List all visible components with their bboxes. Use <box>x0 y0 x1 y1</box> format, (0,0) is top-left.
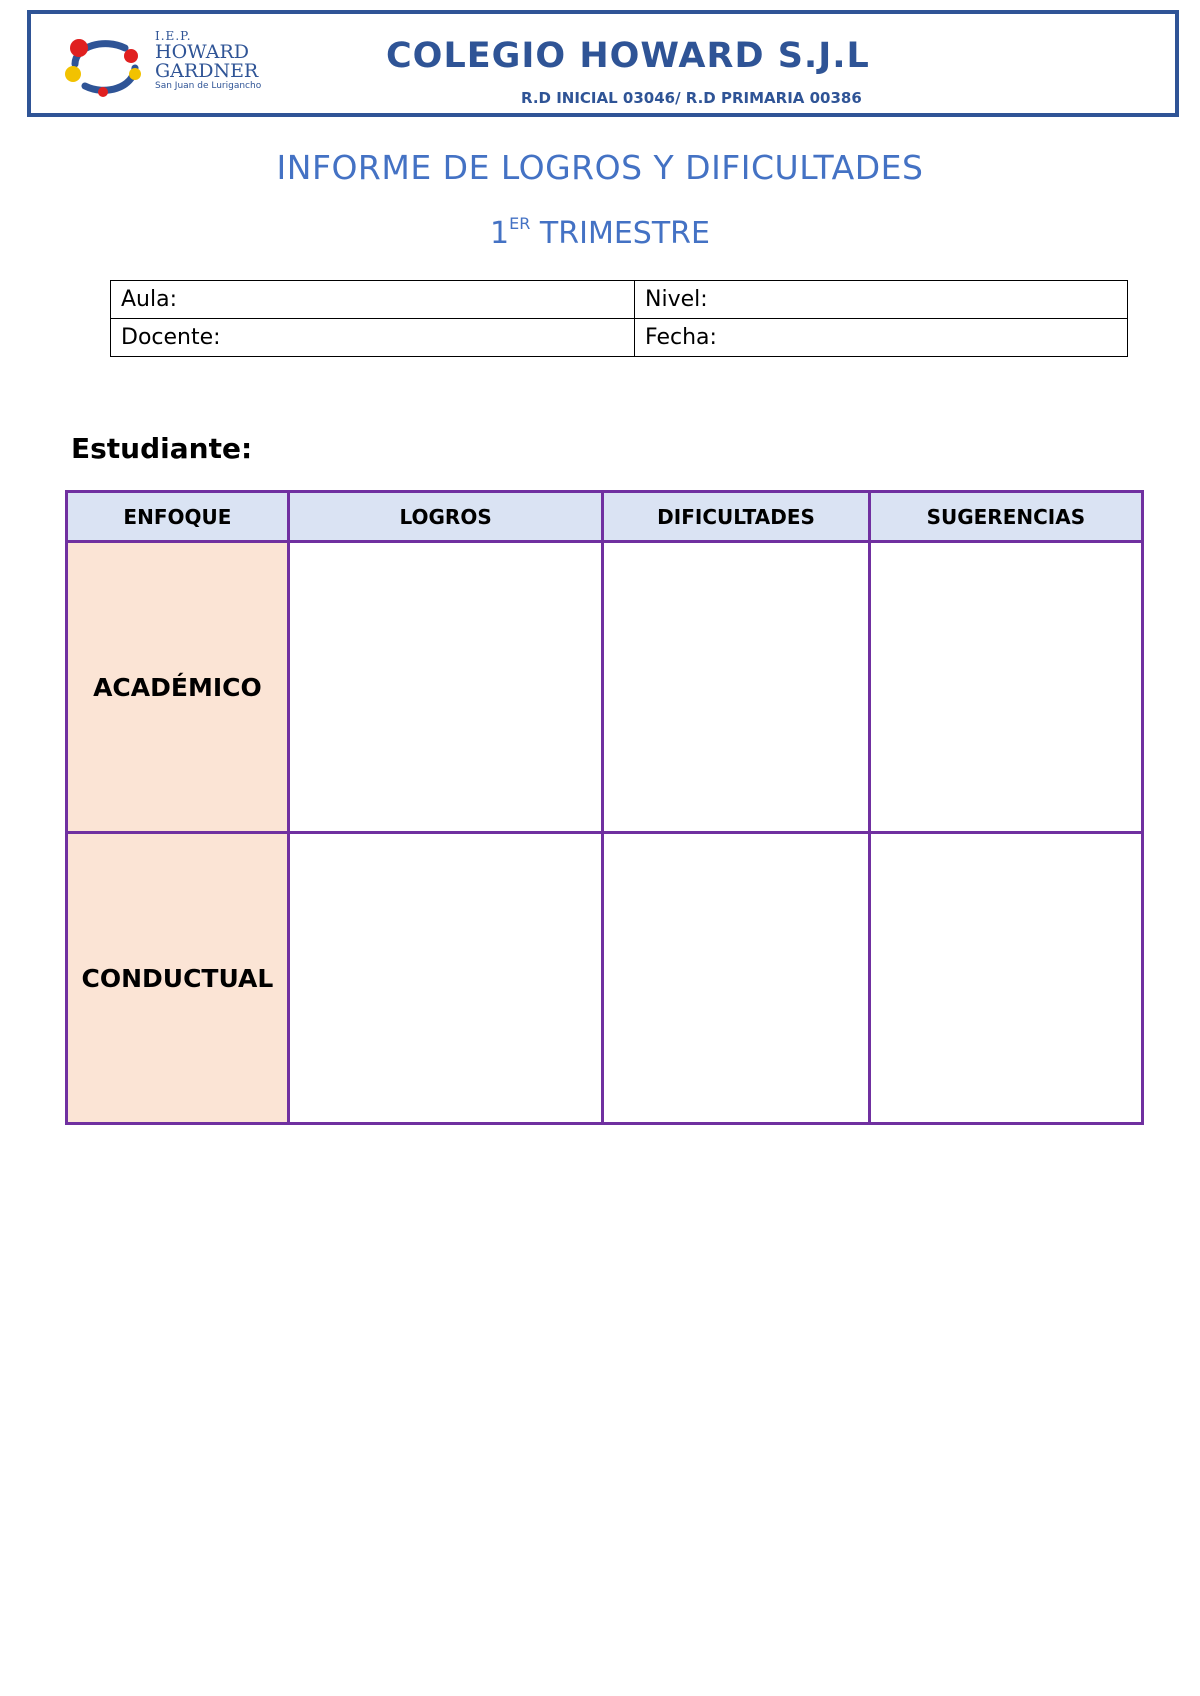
school-logo <box>65 30 295 102</box>
sugerencias-cell[interactable] <box>869 833 1142 1124</box>
header-logros: LOGROS <box>288 492 603 542</box>
report-title: INFORME DE LOGROS Y DIFICULTADES <box>276 148 924 187</box>
subtitle-superscript: ER <box>509 214 531 233</box>
table-header-row <box>67 492 1143 542</box>
subtitle-number: 1 <box>490 216 510 251</box>
header-dificultades: DIFICULTADES <box>603 492 869 542</box>
report-subtitle <box>0 214 1200 251</box>
nivel-field[interactable]: Nivel: <box>635 281 1128 319</box>
fecha-field[interactable]: Fecha: <box>635 319 1128 357</box>
aula-field[interactable]: Aula: <box>111 281 635 319</box>
student-label: Estudiante: <box>71 432 253 465</box>
school-rd: R.D INICIAL 03046/ R.D PRIMARIA 00386 <box>521 89 862 107</box>
dificultades-cell[interactable] <box>603 542 869 833</box>
dificultades-cell[interactable] <box>603 833 869 1124</box>
logo-emblem-icon <box>65 34 145 98</box>
logros-cell[interactable] <box>288 542 603 833</box>
table-row <box>67 833 1143 1124</box>
logo-line1: HOWARD <box>155 41 249 63</box>
sugerencias-cell[interactable] <box>869 542 1142 833</box>
table-row <box>67 542 1143 833</box>
logo-iep: I.E.P. <box>155 29 192 43</box>
info-row <box>111 281 1128 319</box>
header-enfoque: ENFOQUE <box>67 492 289 542</box>
docente-field[interactable]: Docente: <box>111 319 635 357</box>
subtitle-text: TRIMESTRE <box>539 216 710 251</box>
enfoque-cell-conductual: CONDUCTUAL <box>67 833 289 1124</box>
report-table <box>65 490 1144 1125</box>
logo-text <box>155 30 261 92</box>
enfoque-cell-academico: ACADÉMICO <box>67 542 289 833</box>
school-name: COLEGIO HOWARD S.J.L <box>386 36 870 76</box>
header-box <box>27 10 1179 117</box>
logo-line2: GARDNER <box>155 60 259 82</box>
info-table <box>110 280 1128 357</box>
logo-sub: San Juan de Lurigancho <box>155 81 262 91</box>
info-row <box>111 319 1128 357</box>
logros-cell[interactable] <box>288 833 603 1124</box>
header-sugerencias: SUGERENCIAS <box>869 492 1142 542</box>
